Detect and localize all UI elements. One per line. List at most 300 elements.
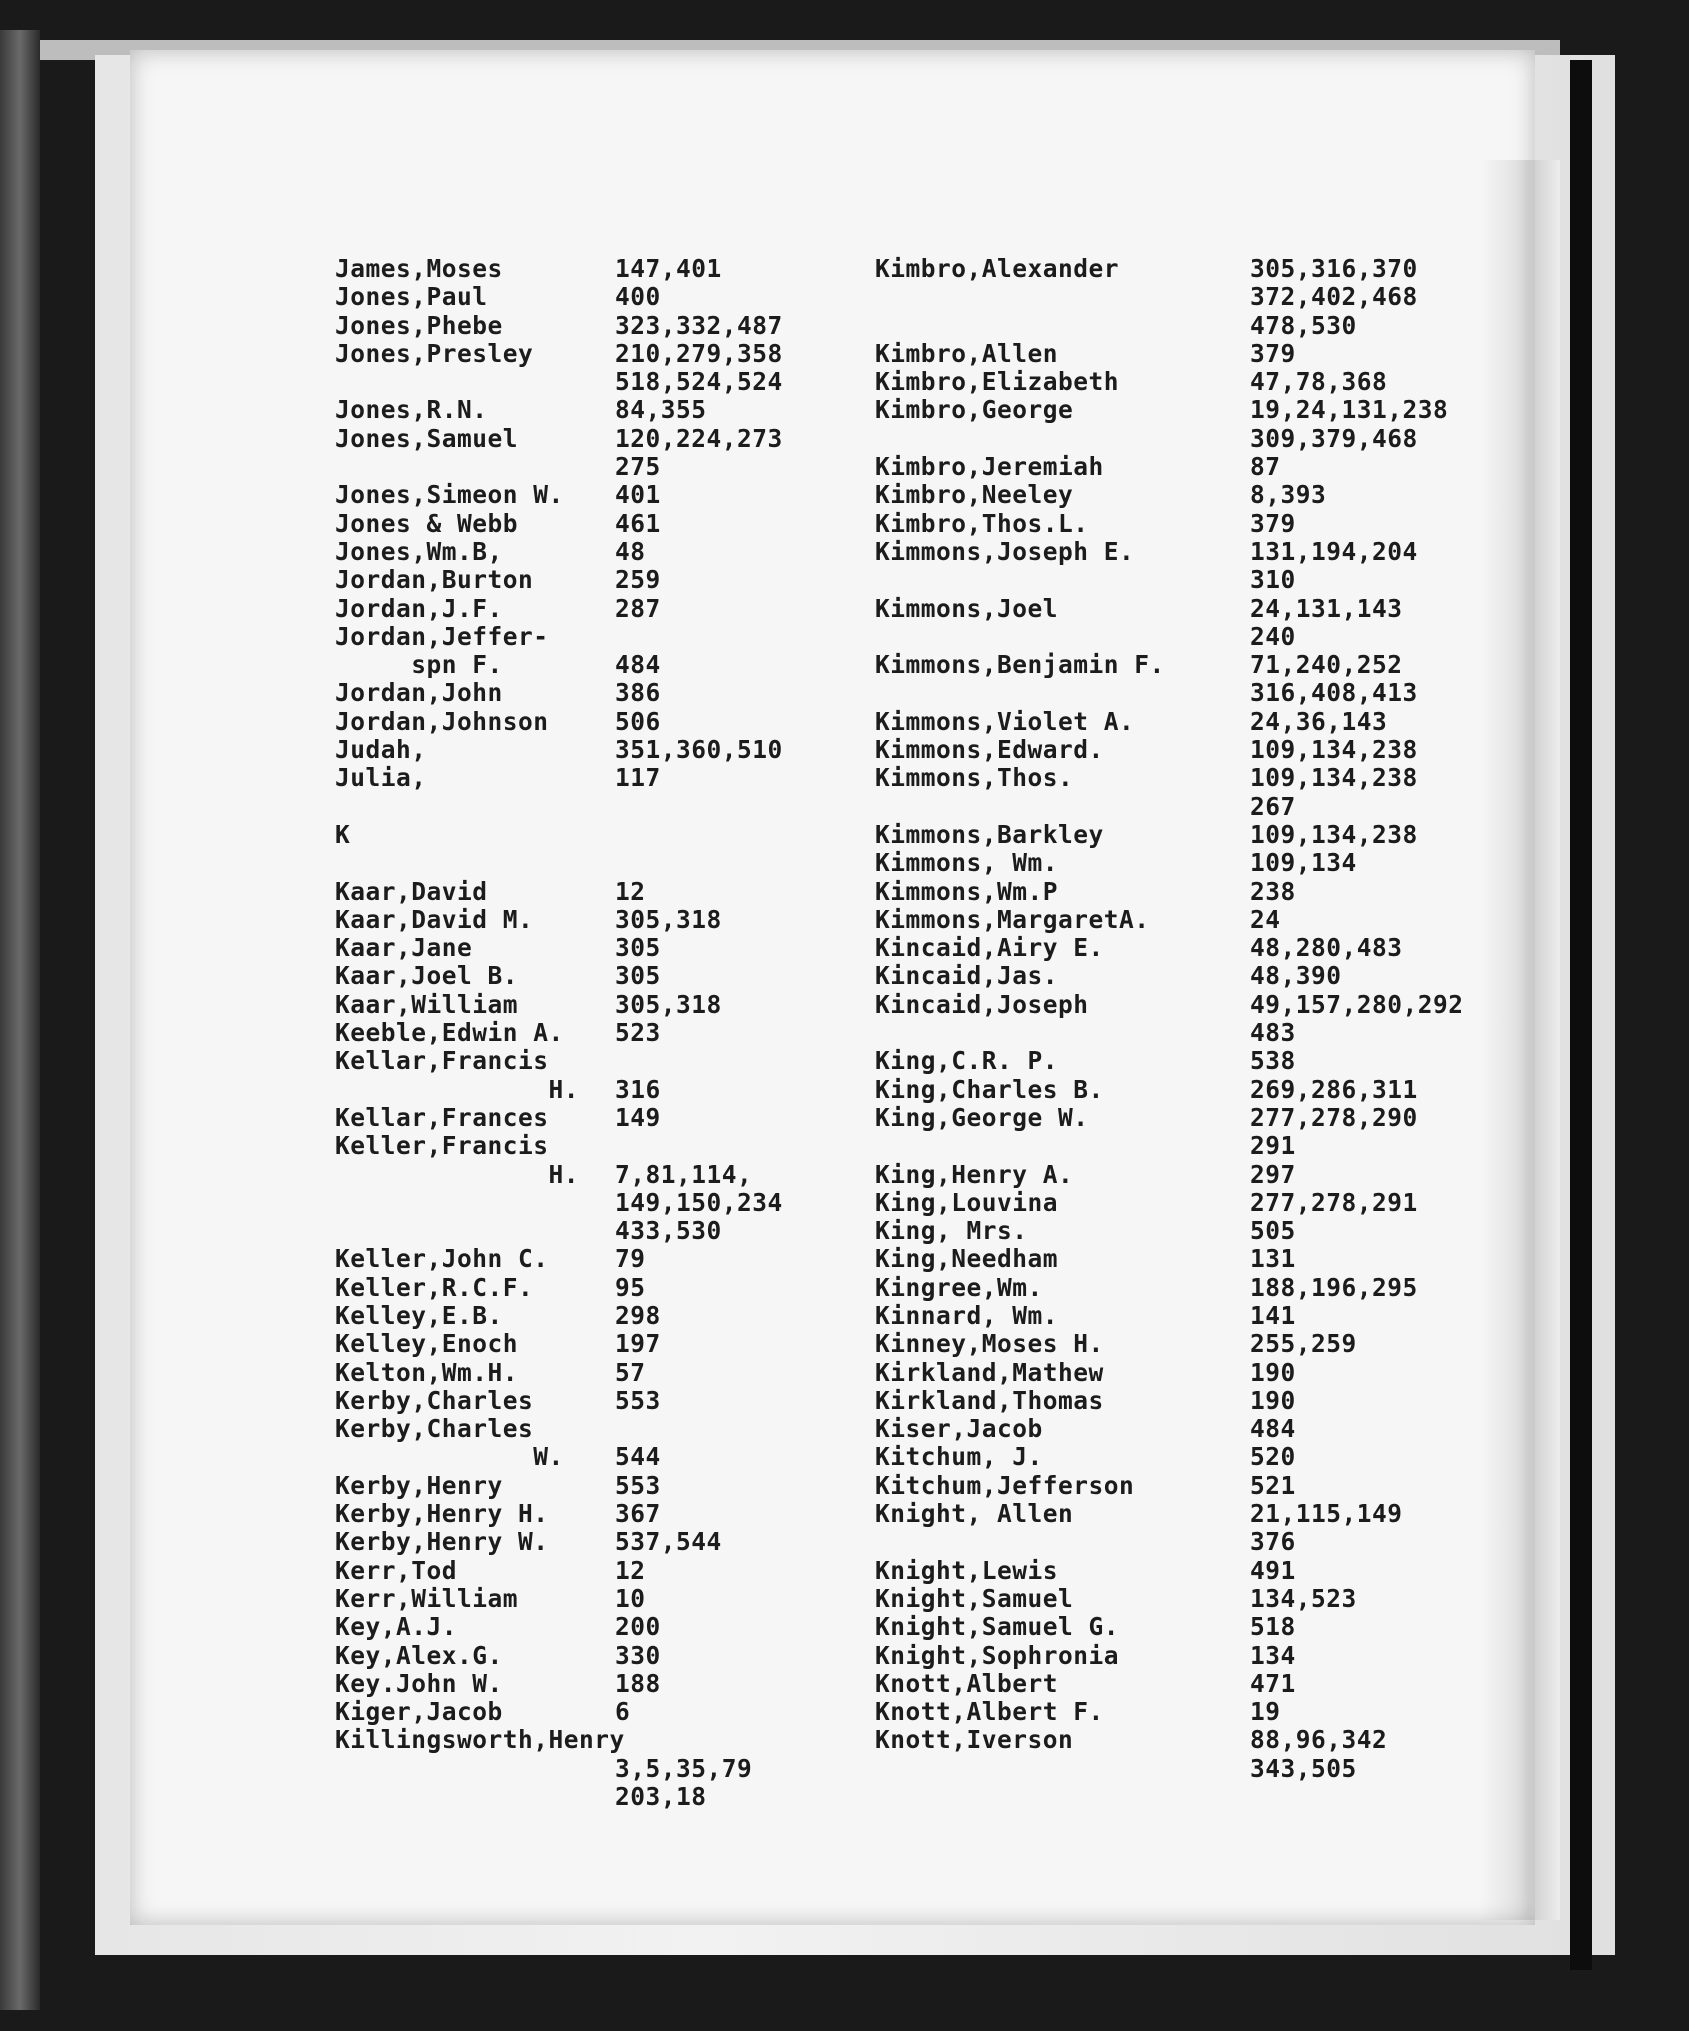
index-entry [875,934,1575,962]
entry-pages: 461 [615,508,661,538]
index-entry [335,368,855,396]
entry-name: Kerby,Henry [335,1470,503,1500]
entry-name: Kincaid,Jas. [875,961,1059,991]
index-entry [875,368,1575,396]
page-curl-shadow [1480,160,1560,1920]
entry-pages: 141 [1250,1300,1296,1330]
index-entry [335,1161,855,1189]
index-entry [335,1104,855,1132]
entry-name: Kimbro,George [875,395,1074,425]
entry-pages: 400 [615,282,661,312]
entry-pages: 87 [1250,452,1281,482]
index-entry [875,708,1575,736]
entry-pages: 200 [615,1612,661,1642]
index-entry [335,821,855,849]
index-entry [875,1755,1575,1783]
index-entry [335,1076,855,1104]
entry-pages: 523 [615,1018,661,1048]
entry-pages: 287 [615,593,661,623]
index-entry [875,849,1575,877]
index-entry [875,1387,1575,1415]
entry-pages: 277,278,290 [1250,1102,1418,1132]
entry-pages: 379 [1250,508,1296,538]
entry-name: Kerr,Tod [335,1555,458,1585]
index-entry [335,849,855,877]
entry-name: Knott,Albert F. [875,1697,1104,1727]
entry-name: Jordan,J.F. [335,593,503,623]
index-entry [335,1302,855,1330]
index-entry [875,396,1575,424]
entry-name: Kimmons,MargaretA. [875,904,1150,934]
entry-name: King,Henry A. [875,1159,1074,1189]
entry-name: Jones,Wm.B, [335,536,503,566]
index-entry [335,1330,855,1358]
index-entry [335,1019,855,1047]
entry-pages: 109,134,238 [1250,763,1418,793]
entry-pages: 351,360,510 [615,735,783,765]
entry-name: Kimbro,Thos.L. [875,508,1089,538]
entry-name: Knight,Sophronia [875,1640,1120,1670]
index-entry [875,1019,1575,1047]
entry-name: Kaar,David [335,876,488,906]
entry-name: King,C.R. P. [875,1046,1059,1076]
entry-name: Kimmons, Wm. [875,848,1059,878]
entry-pages: 386 [615,678,661,708]
index-entry [875,1642,1575,1670]
entry-pages: 49,157,280,292 [1250,989,1464,1019]
index-entry [335,793,855,821]
entry-pages: 120,224,273 [615,423,783,453]
entry-pages: 7,81,114, [615,1159,753,1189]
entry-pages: 379 [1250,338,1296,368]
entry-pages: 305 [615,933,661,963]
entry-pages: 21,115,149 [1250,1499,1403,1529]
entry-pages: 24,131,143 [1250,593,1403,623]
index-entry [335,1557,855,1585]
entry-name: H. [335,1074,580,1104]
entry-pages: 305,316,370 [1250,254,1418,283]
index-entry [335,255,855,283]
entry-name: Jones & Webb [335,508,519,538]
entry-name: K [335,819,351,849]
entry-name: King,Charles B. [875,1074,1104,1104]
index-entry [335,1274,855,1302]
entry-pages: 316 [615,1074,661,1104]
entry-pages: 367 [615,1499,661,1529]
entry-pages: 109,134,238 [1250,735,1418,765]
entry-pages: 47,78,368 [1250,367,1388,397]
entry-name: Knight, Allen [875,1499,1074,1529]
entry-name: Knott,Albert [875,1668,1059,1698]
index-entry [875,764,1575,792]
entry-pages: 275 [615,452,661,482]
left-index-column [335,255,855,1811]
entry-pages: 553 [615,1470,661,1500]
entry-pages: 188,196,295 [1250,1272,1418,1302]
entry-name: Jordan,Jeffer- [335,621,549,651]
entry-pages: 8,393 [1250,480,1327,510]
entry-pages: 471 [1250,1668,1296,1698]
entry-name: Judah, [335,735,427,765]
entry-pages: 210,279,358 [615,338,783,368]
entry-name: Kincaid,Joseph [875,989,1089,1019]
film-frame-left [0,30,40,2010]
index-entry [335,906,855,934]
entry-pages: 298 [615,1300,661,1330]
index-entry [335,1783,855,1811]
index-entry [335,1755,855,1783]
index-entry [335,1642,855,1670]
entry-pages: 537,544 [615,1527,722,1557]
entry-pages: 343,505 [1250,1753,1357,1783]
index-entry [875,962,1575,990]
entry-name: Kitchum,Jefferson [875,1470,1135,1500]
index-entry [335,1415,855,1443]
index-entry [875,1557,1575,1585]
entry-pages: 484 [1250,1414,1296,1444]
entry-name: Kimmons,Joseph E. [875,536,1135,566]
entry-pages: 95 [615,1272,646,1302]
entry-pages: 134,523 [1250,1583,1357,1613]
entry-name: Jones,Samuel [335,423,519,453]
index-entry [335,1359,855,1387]
index-entry [335,651,855,679]
index-entry [335,764,855,792]
index-entry [875,312,1575,340]
entry-name: Kirkland,Mathew [875,1357,1104,1387]
index-entry [875,1104,1575,1132]
index-entry [875,623,1575,651]
entry-name: Kimbro,Elizabeth [875,367,1120,397]
entry-name: Kirkland,Thomas [875,1385,1104,1415]
index-entry [335,425,855,453]
entry-pages: 518 [1250,1612,1296,1642]
entry-name: Kimbro,Jeremiah [875,452,1104,482]
entry-name: Jones,R.N. [335,395,488,425]
entry-pages: 267 [1250,791,1296,821]
entry-name: Kimmons,Edward. [875,735,1104,765]
index-entry [875,1472,1575,1500]
index-entry [335,1387,855,1415]
index-entry [875,425,1575,453]
index-entry [335,1132,855,1160]
entry-pages: 305,318 [615,989,722,1019]
entry-pages: 491 [1250,1555,1296,1585]
index-entry [335,1698,855,1726]
entry-pages: 305 [615,961,661,991]
entry-pages: 521 [1250,1470,1296,1500]
entry-name: Kelley,Enoch [335,1329,519,1359]
index-entry [335,340,855,368]
index-entry [875,679,1575,707]
entry-pages: 71,240,252 [1250,650,1403,680]
entry-name: Kimbro,Alexander [875,254,1120,283]
entry-pages: 48,280,483 [1250,933,1403,963]
entry-name: Keller,John C. [335,1244,549,1274]
entry-name: Kellar,Francis [335,1046,549,1076]
right-index-column [875,255,1575,1783]
entry-pages: 483 [1250,1018,1296,1048]
index-entry [335,396,855,424]
index-entry [875,1330,1575,1358]
index-entry [875,1161,1575,1189]
entry-name: Kincaid,Airy E. [875,933,1104,963]
entry-pages: 372,402,468 [1250,282,1418,312]
entry-pages: 57 [615,1357,646,1387]
index-entry [875,1302,1575,1330]
entry-name: King,Needham [875,1244,1059,1274]
entry-pages: 6 [615,1697,631,1727]
entry-name: Kerby,Charles [335,1385,534,1415]
entry-name: Kimmons,Barkley [875,819,1104,849]
entry-pages: 330 [615,1640,661,1670]
index-entry [875,283,1575,311]
index-entry [875,821,1575,849]
entry-pages: 24 [1250,904,1281,934]
index-entry [335,1245,855,1273]
entry-pages: 190 [1250,1385,1296,1415]
entry-name: Jones,Phebe [335,310,503,340]
index-entry [875,1274,1575,1302]
entry-pages: 24,36,143 [1250,706,1388,736]
index-entry [875,1528,1575,1556]
index-entry [875,595,1575,623]
index-entry [335,934,855,962]
index-entry [875,1359,1575,1387]
entry-name: Killingsworth,Henry [335,1725,625,1755]
entry-pages: 484 [615,650,661,680]
entry-pages: 305,318 [615,904,722,934]
entry-name: Kaar,William [335,989,519,1019]
entry-pages: 316,408,413 [1250,678,1418,708]
index-entry [875,1047,1575,1075]
entry-pages: 149 [615,1102,661,1132]
index-entry [335,312,855,340]
entry-pages: 109,134,238 [1250,819,1418,849]
index-entry [875,538,1575,566]
entry-name: Kelley,E.B. [335,1300,503,1330]
entry-name: Keller,R.C.F. [335,1272,534,1302]
index-entry [335,679,855,707]
index-entry [875,510,1575,538]
entry-name: Knight,Lewis [875,1555,1059,1585]
entry-name: Key,A.J. [335,1612,458,1642]
entry-name: Keeble,Edwin A. [335,1018,564,1048]
entry-pages: 269,286,311 [1250,1074,1418,1104]
index-entry [335,481,855,509]
entry-pages: 518,524,524 [615,367,783,397]
index-entry [875,1443,1575,1471]
index-entry [875,1076,1575,1104]
entry-pages: 131 [1250,1244,1296,1274]
entry-name: Jones,Presley [335,338,534,368]
entry-name: Jones,Simeon W. [335,480,564,510]
entry-pages: 12 [615,1555,646,1585]
index-entry [335,1613,855,1641]
entry-name: King, Mrs. [875,1216,1028,1246]
index-entry [875,906,1575,934]
entry-pages: 238 [1250,876,1296,906]
index-entry [875,1613,1575,1641]
entry-pages: 12 [615,876,646,906]
entry-name: Julia, [335,763,427,793]
entry-pages: 109,134 [1250,848,1357,878]
index-entry [875,481,1575,509]
entry-pages: 48,390 [1250,961,1342,991]
entry-name: Jordan,John [335,678,503,708]
index-entry [875,736,1575,764]
entry-pages: 149,150,234 [615,1187,783,1217]
entry-name: James,Moses [335,254,503,283]
index-entry [875,1217,1575,1245]
index-entry [875,1132,1575,1160]
entry-name: Kimbro,Allen [875,338,1059,368]
entry-pages: 10 [615,1583,646,1613]
index-entry [875,1500,1575,1528]
index-entry [875,991,1575,1019]
index-entry [335,566,855,594]
entry-pages: 277,278,291 [1250,1187,1418,1217]
index-entry [875,1585,1575,1613]
index-entry [335,538,855,566]
index-entry [335,1217,855,1245]
entry-name: Kerby,Charles [335,1414,534,1444]
index-entry [875,1726,1575,1754]
entry-name: Kimmons,Violet A. [875,706,1135,736]
entry-pages: 255,259 [1250,1329,1357,1359]
entry-name: Key,Alex.G. [335,1640,503,1670]
entry-name: Key.John W. [335,1668,503,1698]
entry-pages: 309,379,468 [1250,423,1418,453]
index-entry [335,1443,855,1471]
index-entry [335,1189,855,1217]
entry-name: spn F. [335,650,503,680]
index-entry [335,595,855,623]
entry-name: Kerby,Henry H. [335,1499,549,1529]
entry-name: H. [335,1159,580,1189]
entry-pages: 190 [1250,1357,1296,1387]
entry-pages: 259 [615,565,661,595]
index-entry [875,793,1575,821]
entry-name: Kingree,Wm. [875,1272,1043,1302]
entry-name: Kimmons,Thos. [875,763,1074,793]
entry-pages: 520 [1250,1442,1296,1472]
index-entry [875,453,1575,481]
entry-pages: 3,5,35,79 [615,1753,753,1783]
entry-pages: 19,24,131,238 [1250,395,1449,425]
entry-pages: 538 [1250,1046,1296,1076]
entry-name: Jones,Paul [335,282,488,312]
entry-name: King,Louvina [875,1187,1059,1217]
entry-pages: 131,194,204 [1250,536,1418,566]
index-page [130,50,1535,1925]
entry-pages: 240 [1250,621,1296,651]
entry-pages: 188 [615,1668,661,1698]
entry-pages: 433,530 [615,1216,722,1246]
entry-pages: 19 [1250,1697,1281,1727]
index-entry [875,1670,1575,1698]
entry-name: Kimmons,Benjamin F. [875,650,1165,680]
entry-name: Kaar,Jane [335,933,473,963]
index-entry [875,566,1575,594]
index-entry [335,736,855,764]
entry-name: Kiser,Jacob [875,1414,1043,1444]
entry-name: Knott,Iverson [875,1725,1074,1755]
index-entry [875,255,1575,283]
entry-name: Knight,Samuel G. [875,1612,1120,1642]
entry-name: Kitchum, J. [875,1442,1043,1472]
index-entry [335,991,855,1019]
index-entry [875,651,1575,679]
entry-pages: 134 [1250,1640,1296,1670]
entry-name: W. [335,1442,564,1472]
entry-name: Kerr,William [335,1583,519,1613]
entry-name: Jordan,Burton [335,565,534,595]
entry-pages: 147,401 [615,254,722,283]
entry-name: Kinney,Moses H. [875,1329,1104,1359]
entry-pages: 376 [1250,1527,1296,1557]
index-entry [335,1047,855,1075]
entry-pages: 401 [615,480,661,510]
entry-name: Knight,Samuel [875,1583,1074,1613]
index-entry [875,340,1575,368]
entry-name: Keller,Francis [335,1131,549,1161]
index-entry [335,623,855,651]
entry-name: Kimbro,Neeley [875,480,1074,510]
entry-pages: 478,530 [1250,310,1357,340]
entry-name: Kimmons,Joel [875,593,1059,623]
index-entry [335,1500,855,1528]
entry-name: Kinnard, Wm. [875,1300,1059,1330]
entry-name: Kerby,Henry W. [335,1527,549,1557]
index-entry [875,1415,1575,1443]
entry-name: Kaar,David M. [335,904,534,934]
entry-pages: 197 [615,1329,661,1359]
index-entry [875,878,1575,906]
index-entry [875,1245,1575,1273]
entry-name: Kaar,Joel B. [335,961,519,991]
entry-name: Kiger,Jacob [335,1697,503,1727]
index-entry [335,1726,855,1754]
entry-name: Kellar,Frances [335,1102,549,1132]
entry-pages: 310 [1250,565,1296,595]
index-entry [335,1585,855,1613]
entry-name: Kimmons,Wm.P [875,876,1059,906]
entry-name: Kelton,Wm.H. [335,1357,519,1387]
index-entry [335,453,855,481]
entry-pages: 297 [1250,1159,1296,1189]
entry-pages: 291 [1250,1131,1296,1161]
entry-pages: 323,332,487 [615,310,783,340]
index-entry [335,1670,855,1698]
index-entry [875,1189,1575,1217]
index-entry [335,708,855,736]
entry-pages: 88,96,342 [1250,1725,1388,1755]
entry-pages: 544 [615,1442,661,1472]
entry-pages: 117 [615,763,661,793]
entry-pages: 506 [615,706,661,736]
index-entry [335,1472,855,1500]
index-entry [335,1528,855,1556]
entry-pages: 505 [1250,1216,1296,1246]
index-entry [875,1698,1575,1726]
index-entry [335,878,855,906]
entry-name: King,George W. [875,1102,1089,1132]
entry-pages: 84,355 [615,395,707,425]
entry-pages: 553 [615,1385,661,1415]
entry-pages: 203,18 [615,1782,707,1812]
entry-pages: 48 [615,536,646,566]
